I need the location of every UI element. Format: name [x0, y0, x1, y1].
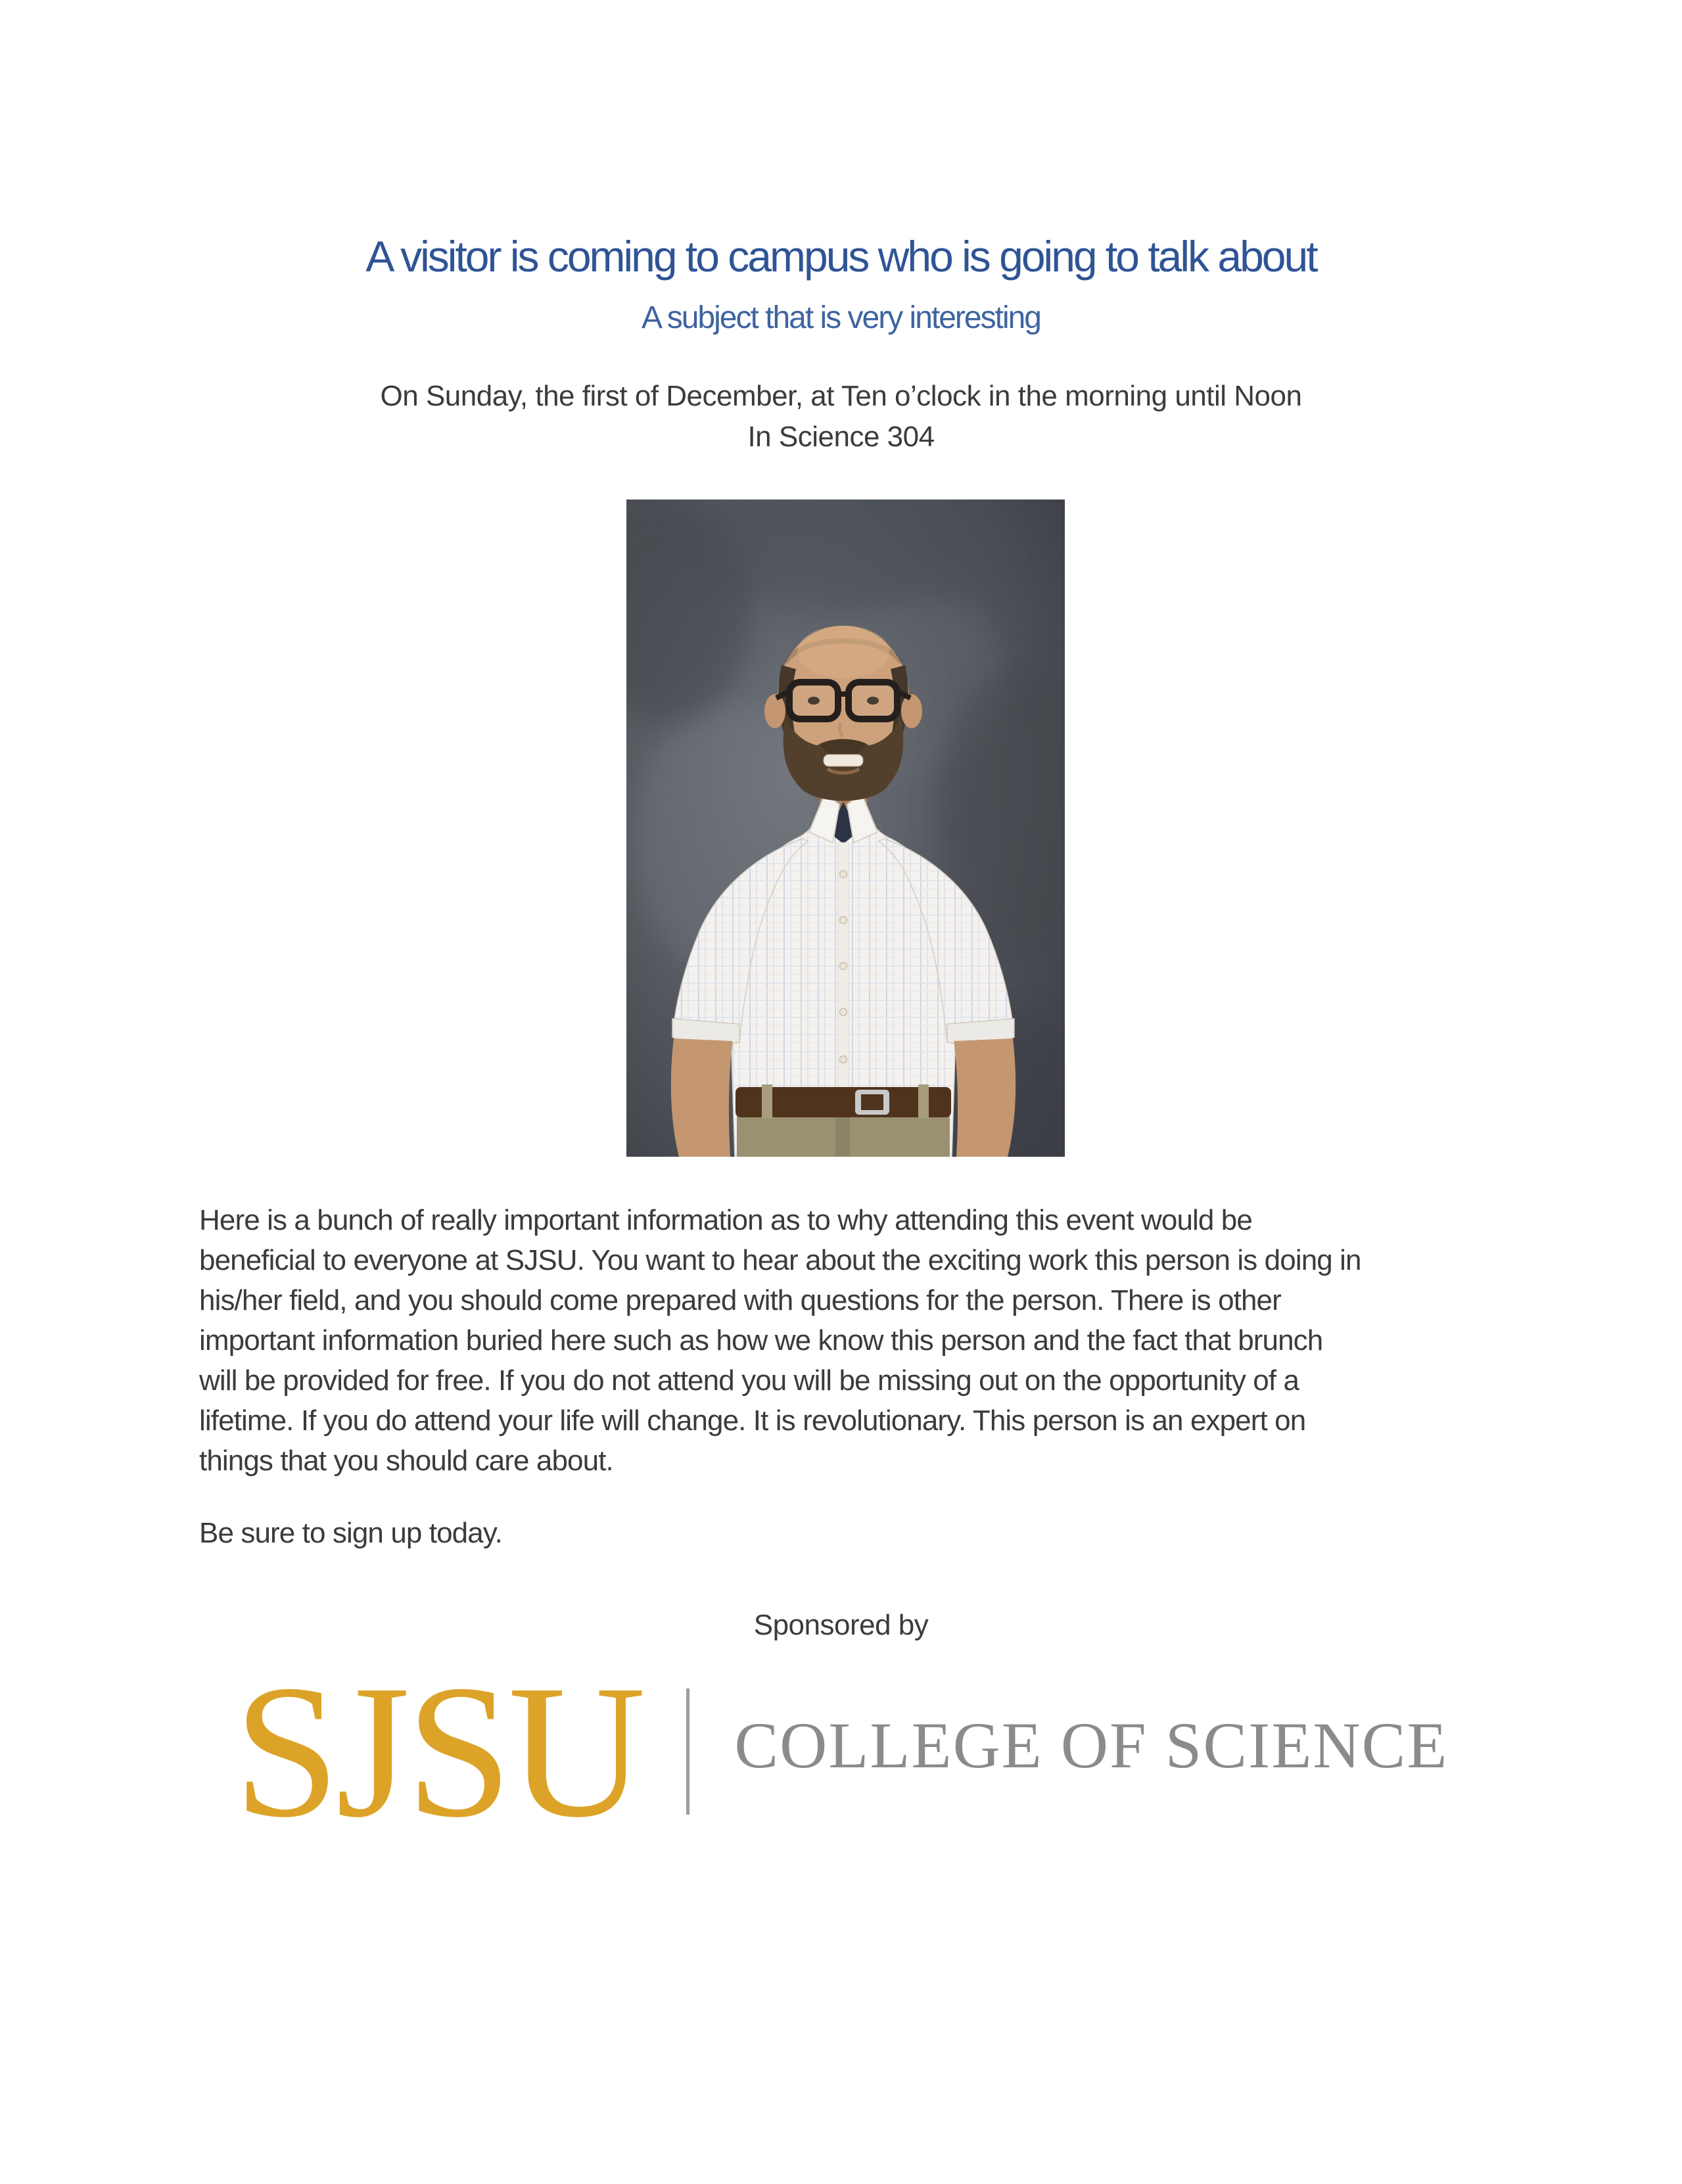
event-location: In Science 304 — [747, 421, 935, 453]
ear-left — [764, 694, 785, 728]
speaker-photo-illustration — [626, 500, 1065, 1157]
belt-loop-left — [762, 1084, 772, 1119]
speaker-photo — [626, 500, 1065, 1157]
sponsor-logo — [0, 1646, 1682, 1857]
flyer-subtitle: A subject that is very interesting — [642, 300, 1040, 335]
body-line: things that you should care about. — [199, 1445, 613, 1477]
forehead-highlight — [797, 626, 889, 678]
body-line: Here is a bunch of really important information as to why attending this event would be — [199, 1204, 1252, 1236]
forearm-right — [954, 1038, 1016, 1157]
sjsu-wordmark: SJSU — [233, 1646, 642, 1857]
belt-buckle-inner — [861, 1094, 883, 1110]
body-paragraph — [199, 1200, 1361, 1481]
sponsor-label: Sponsored by — [753, 1609, 929, 1641]
event-datetime: On Sunday, the first of December, at Ten o’clock in the morning until Noon — [380, 380, 1302, 412]
forearm-left — [671, 1038, 733, 1157]
college-of-science-wordmark: COLLEGE OF SCIENCE — [734, 1708, 1449, 1782]
body-line: lifetime. If you do attend your life will change. It is revolutionary. This person is an expert on — [199, 1405, 1306, 1437]
flyer-title: A visitor is coming to campus who is going to talk about — [365, 232, 1317, 281]
body-line: will be provided for free. If you do not attend you will be missing out on the opportunity of a — [199, 1364, 1299, 1397]
body-line: important information buried here such as how we know this person and the fact that brunch — [199, 1324, 1323, 1357]
belt-loop-right — [918, 1084, 929, 1119]
ear-right — [901, 694, 922, 728]
logo-divider — [686, 1688, 689, 1815]
body-line: beneficial to everyone at SJSU. You want to hear about the exciting work this person is doing in — [199, 1244, 1361, 1276]
closing-line: Be sure to sign up today. — [199, 1517, 502, 1549]
smile-teeth — [824, 755, 863, 766]
body-line: his/her field, and you should come prepared with questions for the person. There is other — [199, 1284, 1281, 1316]
